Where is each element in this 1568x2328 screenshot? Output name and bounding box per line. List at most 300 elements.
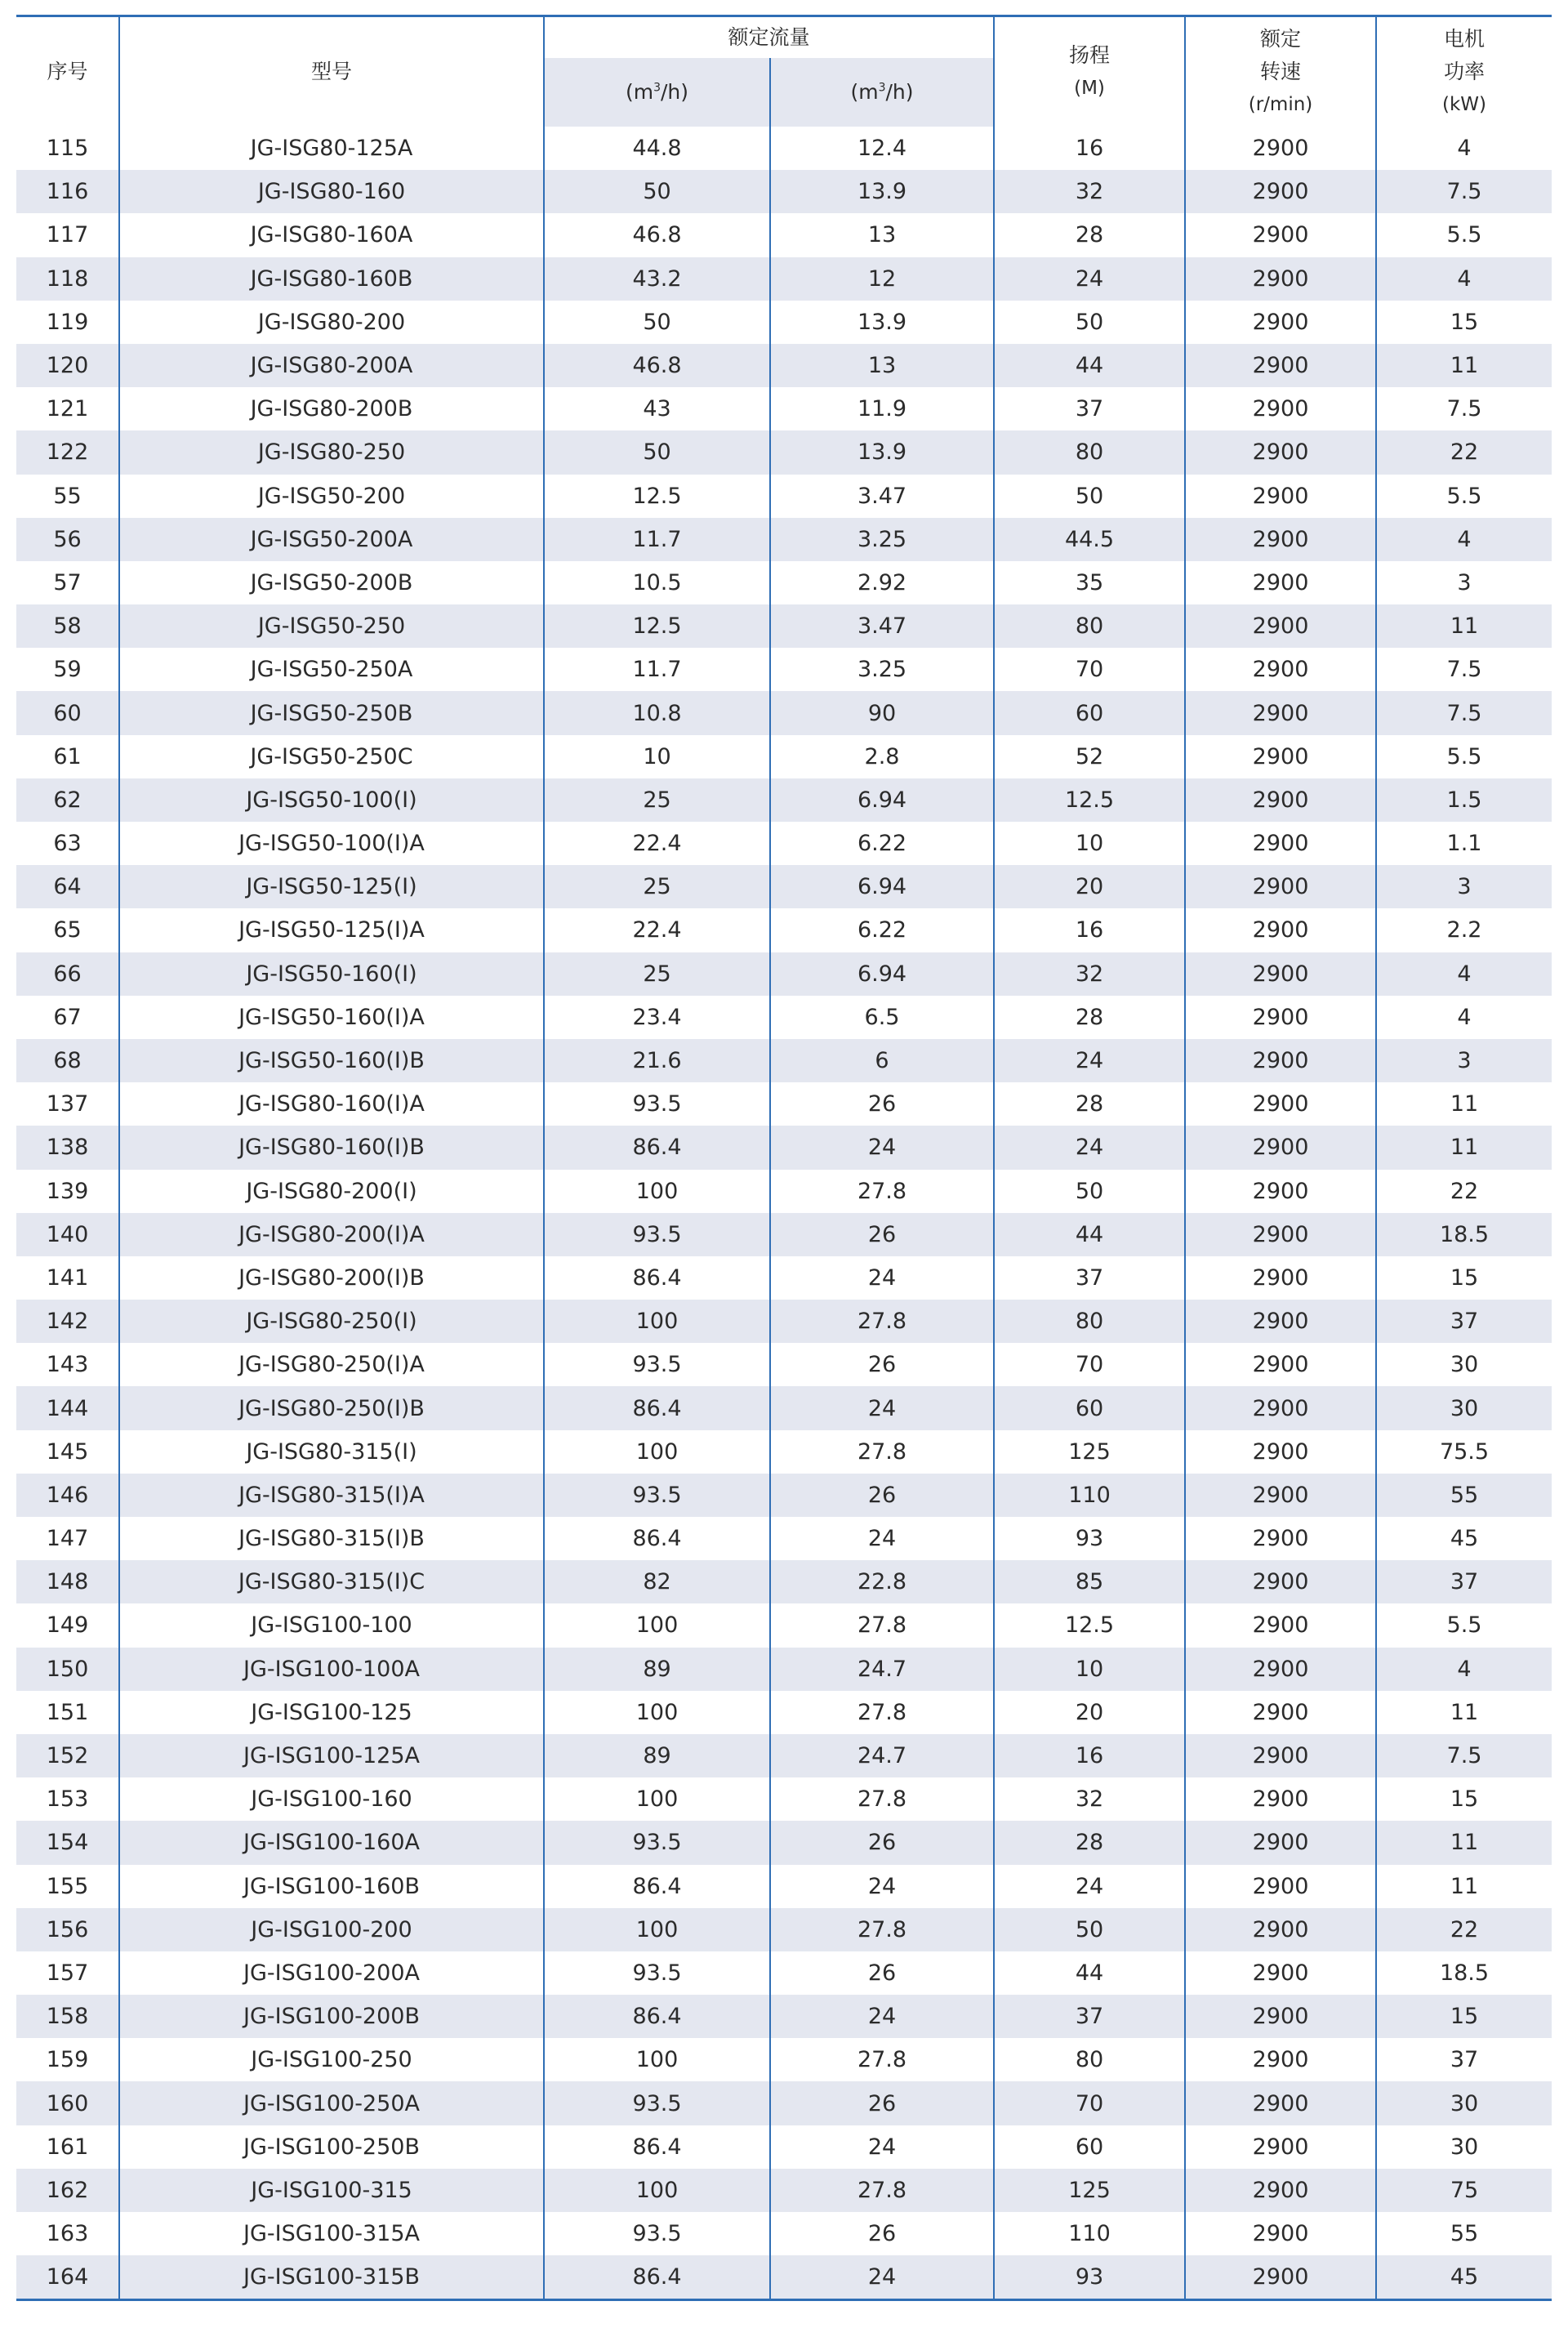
table-row [16, 1517, 1552, 1560]
cell-flow-m3h-b: 90 [770, 691, 994, 734]
table-row [16, 1126, 1552, 1169]
cell-seq: 56 [16, 518, 119, 561]
cell-power: 5.5 [1376, 735, 1552, 778]
cell-power: 3 [1376, 1039, 1552, 1082]
table-row [16, 1430, 1552, 1474]
table-row [16, 996, 1552, 1039]
cell-model: JG-ISG50-250C [119, 735, 544, 778]
cell-head: 110 [994, 1474, 1185, 1517]
cell-model: JG-ISG80-160(I)A [119, 1082, 544, 1126]
header-speed [1185, 16, 1376, 127]
cell-flow-m3h-a: 21.6 [544, 1039, 770, 1082]
cell-power: 22 [1376, 1908, 1552, 1951]
cell-speed: 2900 [1185, 518, 1376, 561]
cell-power: 4 [1376, 952, 1552, 996]
cell-flow-m3h-a: 93.5 [544, 1474, 770, 1517]
cell-model: JG-ISG50-160(I) [119, 952, 544, 996]
cell-head: 44 [994, 344, 1185, 387]
cell-head: 50 [994, 1170, 1185, 1213]
cell-flow-m3h-a: 22.4 [544, 822, 770, 865]
cell-seq: 160 [16, 2081, 119, 2125]
cell-power: 7.5 [1376, 1734, 1552, 1777]
cell-model: JG-ISG80-160(I)B [119, 1126, 544, 1169]
cell-flow-m3h-b: 6.22 [770, 822, 994, 865]
cell-head: 28 [994, 213, 1185, 256]
cell-power: 30 [1376, 2081, 1552, 2125]
cell-seq: 157 [46, 1960, 89, 1986]
cell-seq: 138 [16, 1126, 119, 1169]
cell-power: 30 [1376, 1343, 1552, 1386]
cell-head: 32 [994, 170, 1185, 213]
cell-flow-m3h-a: 100 [544, 1300, 770, 1343]
cell-head: 70 [994, 1343, 1185, 1386]
cell-head: 70 [994, 2081, 1185, 2125]
cell-seq: 137 [46, 1091, 89, 1117]
cell-power: 37 [1376, 1560, 1552, 1603]
cell-head: 60 [994, 1386, 1185, 1429]
cell-flow-m3h-a: 50 [544, 170, 770, 213]
table-row [16, 344, 1552, 387]
cell-flow-m3h-b: 26 [770, 2081, 994, 2125]
table-row [16, 2212, 1552, 2255]
cell-seq: 120 [16, 344, 119, 387]
cell-power: 3 [1376, 561, 1552, 604]
cell-model: JG-ISG100-160 [119, 1777, 544, 1821]
cell-speed: 2900 [1185, 1170, 1376, 1213]
cell-speed: 2900 [1185, 1560, 1376, 1603]
cell-flow-m3h-a: 86.4 [544, 1126, 770, 1169]
cell-seq: 61 [53, 743, 82, 769]
table-row [16, 1648, 1552, 1691]
cell-power: 4 [1376, 518, 1552, 561]
cell-model: JG-ISG80-200(I) [119, 1170, 544, 1213]
cell-model: JG-ISG80-250 [119, 430, 544, 474]
cell-flow-m3h-a: 86.4 [544, 1517, 770, 1560]
cell-head: 85 [994, 1560, 1185, 1603]
cell-flow-m3h-b: 12.4 [770, 127, 994, 170]
cell-flow-m3h-a: 100 [544, 2038, 770, 2081]
cell-speed: 2900 [1185, 2038, 1376, 2081]
table-row [16, 1821, 1552, 1864]
cell-flow-m3h-a: 100 [544, 1777, 770, 1821]
cell-flow-m3h-b: 24 [770, 1995, 994, 2038]
cell-flow-m3h-b: 24 [770, 1256, 994, 1300]
cell-head: 44 [994, 1213, 1185, 1256]
cell-model: JG-ISG100-315A [119, 2212, 544, 2255]
cell-speed: 2900 [1185, 1865, 1376, 1908]
cell-flow-m3h-a: 86.4 [544, 1386, 770, 1429]
header-speed-unit: (r/min) [1248, 94, 1313, 115]
cell-flow-m3h-a: 100 [544, 1603, 770, 1647]
cell-seq: 143 [46, 1352, 89, 1378]
cell-speed: 2900 [1185, 213, 1376, 256]
header-head [994, 16, 1185, 127]
table-row [16, 1734, 1552, 1777]
cell-flow-m3h-b: 3.47 [770, 604, 994, 648]
cell-seq: 68 [16, 1039, 119, 1082]
header-speed-label-2: 转速 [1260, 60, 1302, 83]
cell-power: 75.5 [1376, 1430, 1552, 1474]
table-row [16, 648, 1552, 691]
cell-speed: 2900 [1185, 301, 1376, 344]
cell-flow-m3h-b: 26 [770, 2212, 994, 2255]
cell-speed: 2900 [1185, 1691, 1376, 1734]
cell-speed: 2900 [1185, 996, 1376, 1039]
cell-seq: 117 [46, 222, 89, 248]
cell-flow-m3h-b: 26 [770, 1343, 994, 1386]
cell-power: 1.1 [1376, 822, 1552, 865]
cell-model: JG-ISG50-200A [119, 518, 544, 561]
cell-seq: 155 [46, 1873, 89, 1899]
cell-flow-m3h-a: 100 [544, 1908, 770, 1951]
cell-speed: 2900 [1185, 2255, 1376, 2300]
cell-model: JG-ISG80-200B [119, 387, 544, 430]
cell-model: JG-ISG100-125A [119, 1734, 544, 1777]
cell-model: JG-ISG80-250(I)B [119, 1386, 544, 1429]
table-row [16, 2169, 1552, 2212]
cell-flow-m3h-a: 10 [544, 735, 770, 778]
cell-model: JG-ISG100-160A [119, 1821, 544, 1864]
cell-power: 15 [1376, 301, 1552, 344]
cell-head: 16 [994, 127, 1185, 170]
cell-head: 50 [994, 301, 1185, 344]
cell-flow-m3h-a: 93.5 [544, 2212, 770, 2255]
cell-head: 80 [994, 604, 1185, 648]
cell-speed: 2900 [1185, 778, 1376, 822]
cell-seq: 150 [16, 1648, 119, 1691]
cell-flow-m3h-b: 2.8 [770, 735, 994, 778]
cell-power: 18.5 [1376, 1213, 1552, 1256]
cell-power: 55 [1376, 1474, 1552, 1517]
cell-head: 93 [994, 2255, 1185, 2300]
cell-head: 70 [994, 648, 1185, 691]
cell-seq: 59 [53, 657, 82, 683]
header-power [1376, 16, 1552, 127]
cell-model: JG-ISG50-160(I)A [119, 996, 544, 1039]
cell-seq: 140 [16, 1213, 119, 1256]
cell-flow-m3h-b: 26 [770, 1474, 994, 1517]
cell-model: JG-ISG50-250 [119, 604, 544, 648]
table-row [16, 2038, 1552, 2081]
table-row [16, 301, 1552, 344]
cell-power: 15 [1376, 1256, 1552, 1300]
cell-flow-m3h-b: 6.5 [770, 996, 994, 1039]
cell-flow-m3h-a: 86.4 [544, 2125, 770, 2169]
table-row [16, 604, 1552, 648]
cell-model: JG-ISG80-160A [119, 213, 544, 256]
cell-head: 80 [994, 2038, 1185, 2081]
cell-power: 37 [1376, 2038, 1552, 2081]
cell-speed: 2900 [1185, 604, 1376, 648]
cell-model: JG-ISG80-200A [119, 344, 544, 387]
cell-speed: 2900 [1185, 908, 1376, 952]
cell-head: 52 [994, 735, 1185, 778]
cell-head: 24 [994, 1039, 1185, 1082]
cell-speed: 2900 [1185, 1343, 1376, 1386]
table-row [16, 908, 1552, 952]
cell-power: 5.5 [1376, 213, 1552, 256]
cell-model: JG-ISG100-250 [119, 2038, 544, 2081]
table-row [16, 561, 1552, 604]
cell-power: 2.2 [1376, 908, 1552, 952]
cell-seq: 151 [46, 1699, 89, 1725]
header-seq: 序号 [47, 60, 88, 83]
cell-model: JG-ISG80-315(I)A [119, 1474, 544, 1517]
cell-flow-m3h-b: 13.9 [770, 170, 994, 213]
cell-speed: 2900 [1185, 865, 1376, 908]
cell-flow-m3h-b: 26 [770, 1951, 994, 1995]
table-row [16, 1995, 1552, 2038]
cell-power: 7.5 [1376, 691, 1552, 734]
cell-head: 20 [994, 1691, 1185, 1734]
header-speed-label-1: 额定 [1260, 27, 1302, 51]
header-power-unit: (kW) [1442, 94, 1487, 115]
cell-seq: 67 [53, 1004, 82, 1030]
cell-power: 11 [1376, 1865, 1552, 1908]
cell-head: 32 [994, 1777, 1185, 1821]
cell-seq: 118 [16, 257, 119, 301]
cell-seq: 147 [46, 1526, 89, 1552]
table-header [16, 16, 1552, 127]
cell-power: 30 [1376, 2125, 1552, 2169]
cell-flow-m3h-a: 43 [544, 387, 770, 430]
cell-speed: 2900 [1185, 1300, 1376, 1343]
header-model: 型号 [119, 16, 544, 127]
header-power-label-2: 功率 [1444, 60, 1486, 83]
cell-flow-m3h-a: 44.8 [544, 127, 770, 170]
cell-model: JG-ISG80-315(I)B [119, 1517, 544, 1560]
cell-model: JG-ISG100-315 [119, 2169, 544, 2212]
cell-head: 10 [994, 822, 1185, 865]
cell-seq: 121 [46, 396, 89, 422]
cell-head: 35 [994, 561, 1185, 604]
cell-flow-m3h-b: 27.8 [770, 2038, 994, 2081]
cell-flow-m3h-a: 93.5 [544, 1082, 770, 1126]
cell-flow-m3h-b: 6.94 [770, 952, 994, 996]
cell-speed: 2900 [1185, 735, 1376, 778]
cell-seq: 164 [16, 2255, 119, 2300]
cell-seq: 156 [16, 1908, 119, 1951]
cell-power: 5.5 [1376, 1603, 1552, 1647]
cell-speed: 2900 [1185, 1777, 1376, 1821]
cell-speed: 2900 [1185, 1648, 1376, 1691]
cell-head: 50 [994, 1908, 1185, 1951]
cell-power: 22 [1376, 1170, 1552, 1213]
cell-flow-m3h-b: 24 [770, 1126, 994, 1169]
cell-model: JG-ISG80-160B [119, 257, 544, 301]
cell-flow-m3h-a: 22.4 [544, 908, 770, 952]
cell-head: 24 [994, 1865, 1185, 1908]
cell-model: JG-ISG80-200 [119, 301, 544, 344]
cell-seq: 153 [46, 1786, 89, 1813]
cell-head: 60 [994, 2125, 1185, 2169]
cell-head: 50 [994, 475, 1185, 518]
cell-model: JG-ISG100-200 [119, 1908, 544, 1951]
cell-flow-m3h-b: 27.8 [770, 1430, 994, 1474]
cell-seq: 162 [16, 2169, 119, 2212]
cell-model: JG-ISG80-250(I)A [119, 1343, 544, 1386]
cell-head: 93 [994, 1517, 1185, 1560]
cell-seq: 62 [16, 778, 119, 822]
cell-head: 28 [994, 996, 1185, 1039]
cell-flow-m3h-b: 6 [770, 1039, 994, 1082]
cell-flow-m3h-a: 43.2 [544, 257, 770, 301]
cell-power: 45 [1376, 1517, 1552, 1560]
cell-flow-m3h-a: 100 [544, 2169, 770, 2212]
cell-flow-m3h-b: 22.8 [770, 1560, 994, 1603]
cell-model: JG-ISG50-250B [119, 691, 544, 734]
header-flow-unit-1: $(m^3/h)$ [544, 58, 770, 127]
cell-model: JG-ISG50-100(I)A [119, 822, 544, 865]
cell-head: 44 [994, 1951, 1185, 1995]
cell-seq: 163 [46, 2221, 89, 2247]
cell-flow-m3h-b: 27.8 [770, 2169, 994, 2212]
cell-seq: 115 [46, 136, 89, 162]
cell-flow-m3h-a: 25 [544, 865, 770, 908]
cell-speed: 2900 [1185, 1603, 1376, 1647]
header-flow-unit-2: $(m^3/h)$ [770, 58, 994, 127]
cell-model: JG-ISG80-200(I)A [119, 1213, 544, 1256]
cell-flow-m3h-a: 23.4 [544, 996, 770, 1039]
cell-flow-m3h-a: 93.5 [544, 1951, 770, 1995]
cell-flow-m3h-b: 24 [770, 1517, 994, 1560]
table-row [16, 822, 1552, 865]
cell-model: JG-ISG100-100 [119, 1603, 544, 1647]
cell-speed: 2900 [1185, 952, 1376, 996]
table-body [16, 127, 1552, 2300]
cell-flow-m3h-b: 26 [770, 1213, 994, 1256]
cell-head: 80 [994, 1300, 1185, 1343]
cell-speed: 2900 [1185, 822, 1376, 865]
cell-flow-m3h-a: 25 [544, 778, 770, 822]
cell-power: 22 [1376, 430, 1552, 474]
cell-model: JG-ISG100-200B [119, 1995, 544, 2038]
table-row [16, 1474, 1552, 1517]
table-row [16, 1691, 1552, 1734]
table-row [16, 1865, 1552, 1908]
cell-seq: 139 [46, 1178, 89, 1204]
cell-flow-m3h-a: 93.5 [544, 2081, 770, 2125]
cell-power: 7.5 [1376, 170, 1552, 213]
table-row [16, 2125, 1552, 2169]
cell-seq: 63 [53, 831, 82, 857]
cell-power: 55 [1376, 2212, 1552, 2255]
cell-flow-m3h-b: 13.9 [770, 430, 994, 474]
cell-flow-m3h-b: 27.8 [770, 1777, 994, 1821]
cell-power: 11 [1376, 1126, 1552, 1169]
cell-flow-m3h-a: 50 [544, 301, 770, 344]
table-row [16, 1082, 1552, 1126]
cell-flow-m3h-a: 100 [544, 1691, 770, 1734]
cell-model: JG-ISG100-315B [119, 2255, 544, 2300]
table-row [16, 952, 1552, 996]
table-row [16, 865, 1552, 908]
cell-head: 28 [994, 1082, 1185, 1126]
cell-model: JG-ISG50-125(I)A [119, 908, 544, 952]
cell-seq: 161 [46, 2134, 89, 2160]
cell-model: JG-ISG80-315(I) [119, 1430, 544, 1474]
cell-speed: 2900 [1185, 561, 1376, 604]
cell-model: JG-ISG100-250A [119, 2081, 544, 2125]
cell-flow-m3h-a: 50 [544, 430, 770, 474]
cell-seq: 146 [16, 1474, 119, 1517]
cell-model: JG-ISG50-200 [119, 475, 544, 518]
cell-power: 4 [1376, 257, 1552, 301]
cell-model: JG-ISG50-125(I) [119, 865, 544, 908]
cell-flow-m3h-a: 100 [544, 1430, 770, 1474]
cell-flow-m3h-b: 13 [770, 213, 994, 256]
cell-speed: 2900 [1185, 1430, 1376, 1474]
cell-flow-m3h-b: 24.7 [770, 1648, 994, 1691]
table-row [16, 213, 1552, 256]
cell-power: 1.5 [1376, 778, 1552, 822]
cell-seq: 144 [16, 1386, 119, 1429]
cell-power: 11 [1376, 1821, 1552, 1864]
cell-speed: 2900 [1185, 127, 1376, 170]
header-head-label: 扬程 [1069, 43, 1111, 67]
cell-speed: 2900 [1185, 344, 1376, 387]
cell-head: 37 [994, 387, 1185, 430]
header-head-unit: (M) [1074, 78, 1105, 99]
cell-flow-m3h-a: 86.4 [544, 1256, 770, 1300]
cell-seq: 57 [53, 569, 82, 595]
cell-power: 45 [1376, 2255, 1552, 2300]
cell-flow-m3h-a: 10.5 [544, 561, 770, 604]
cell-seq: 55 [53, 483, 82, 509]
cell-model: JG-ISG100-250B [119, 2125, 544, 2169]
cell-seq: 154 [16, 1821, 119, 1864]
cell-model: JG-ISG100-125 [119, 1691, 544, 1734]
cell-flow-m3h-a: 89 [544, 1734, 770, 1777]
table-row [16, 778, 1552, 822]
cell-speed: 2900 [1185, 1082, 1376, 1126]
cell-flow-m3h-a: 82 [544, 1560, 770, 1603]
cell-speed: 2900 [1185, 387, 1376, 430]
cell-power: 4 [1376, 996, 1552, 1039]
cell-head: 80 [994, 430, 1185, 474]
cell-flow-m3h-a: 100 [544, 1170, 770, 1213]
cell-power: 11 [1376, 1082, 1552, 1126]
cell-speed: 2900 [1185, 1995, 1376, 2038]
table-row [16, 387, 1552, 430]
cell-speed: 2900 [1185, 475, 1376, 518]
cell-seq: 142 [16, 1300, 119, 1343]
table-row [16, 1213, 1552, 1256]
cell-speed: 2900 [1185, 2169, 1376, 2212]
cell-speed: 2900 [1185, 1821, 1376, 1864]
cell-model: JG-ISG100-160B [119, 1865, 544, 1908]
table-row [16, 127, 1552, 170]
cell-speed: 2900 [1185, 1474, 1376, 1517]
table-row [16, 691, 1552, 734]
cell-head: 60 [994, 691, 1185, 734]
cell-flow-m3h-a: 93.5 [544, 1213, 770, 1256]
cell-model: JG-ISG80-125A [119, 127, 544, 170]
table-row [16, 1039, 1552, 1082]
cell-flow-m3h-b: 3.25 [770, 648, 994, 691]
cell-model: JG-ISG50-100(I) [119, 778, 544, 822]
table-row [16, 1343, 1552, 1386]
table-row [16, 1386, 1552, 1429]
cell-flow-m3h-b: 27.8 [770, 1170, 994, 1213]
cell-flow-m3h-a: 86.4 [544, 1995, 770, 2038]
cell-flow-m3h-a: 25 [544, 952, 770, 996]
table-row [16, 475, 1552, 518]
cell-head: 37 [994, 1256, 1185, 1300]
cell-flow-m3h-a: 46.8 [544, 213, 770, 256]
cell-flow-m3h-b: 27.8 [770, 1908, 994, 1951]
cell-model: JG-ISG80-200(I)B [119, 1256, 544, 1300]
